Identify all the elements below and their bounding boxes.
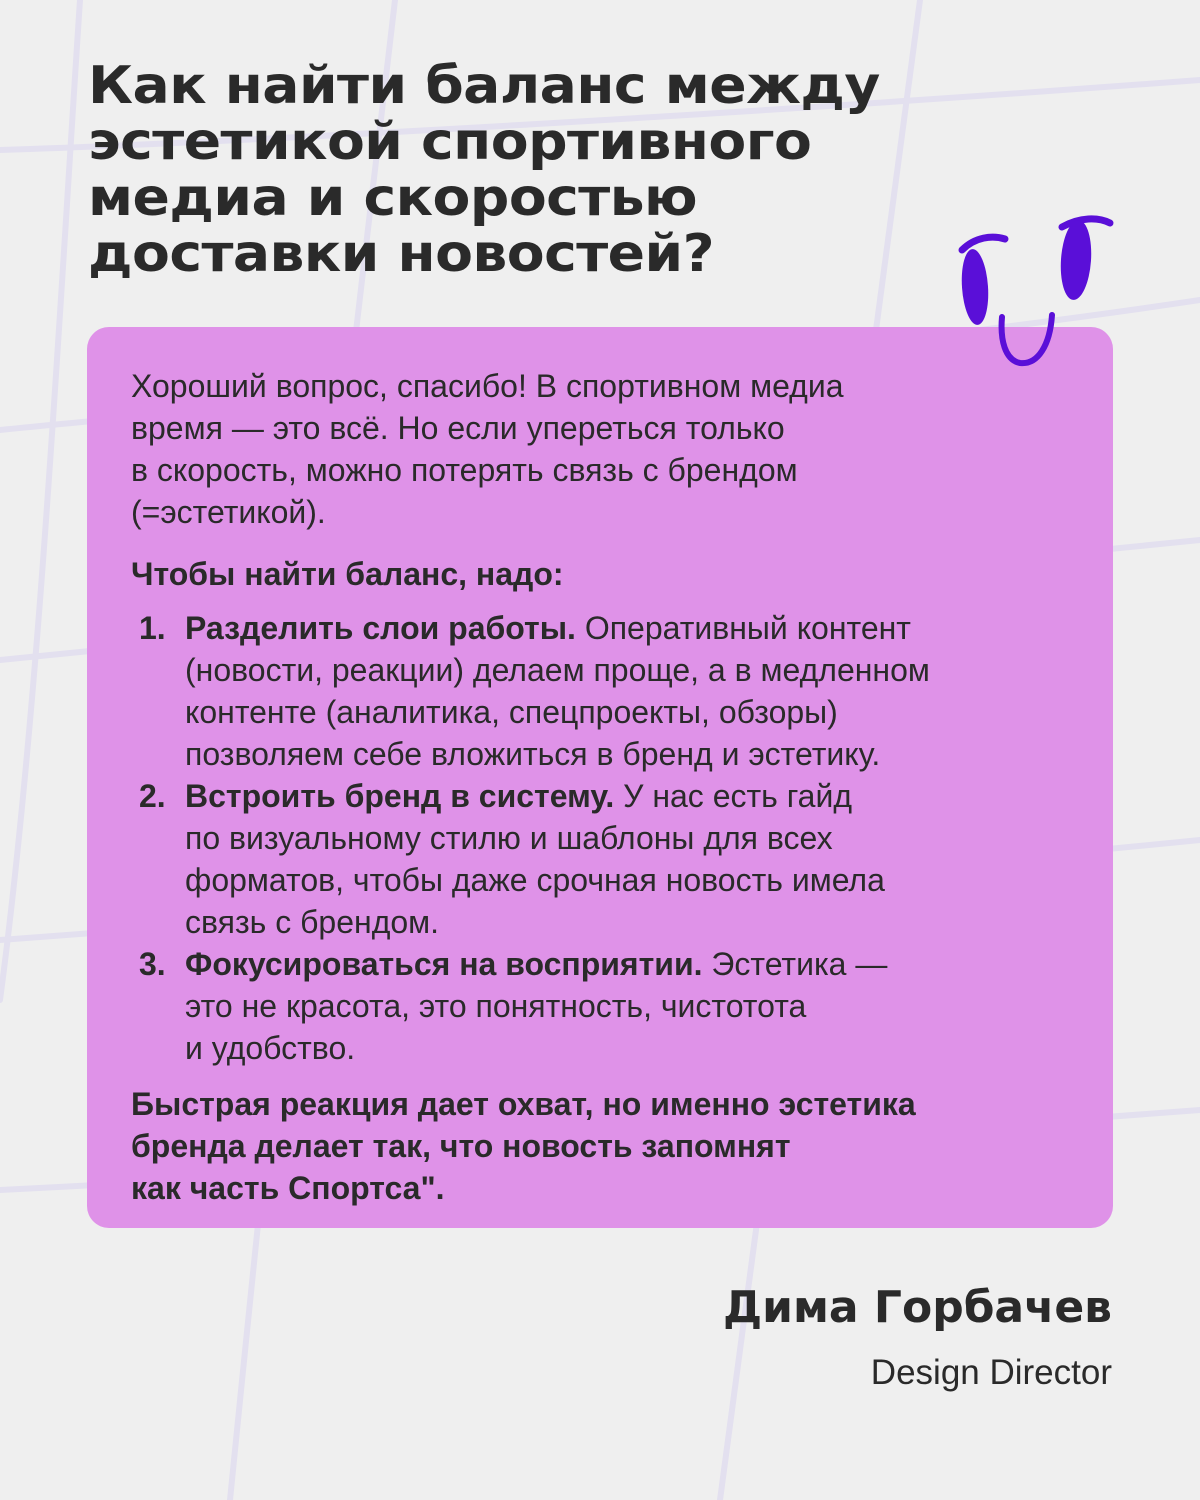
step-first-line	[185, 943, 1069, 985]
list-item	[131, 775, 1069, 943]
intro-line: время — это всё. Но если упереться только	[131, 410, 785, 446]
step-line: форматов, чтобы даже срочная новость имела	[185, 862, 885, 898]
title-line: эстетикой спортивного	[88, 112, 812, 172]
list-item	[131, 943, 1069, 1069]
list-item	[131, 607, 1069, 775]
intro-line: (=эстетикой).	[131, 494, 326, 530]
intro-paragraph	[131, 365, 1069, 533]
title-line: Как найти баланс между	[88, 56, 880, 116]
intro-line: Хороший вопрос, спасибо! В спортивном медиа	[131, 368, 844, 404]
title-line: медиа и скоростью	[88, 168, 698, 228]
step-title: Встроить бренд в систему.	[185, 778, 615, 814]
title-line: доставки новостей?	[88, 224, 715, 284]
author-role: Design Director	[870, 1353, 1112, 1392]
steps-list	[131, 607, 1069, 1069]
conclusion-paragraph	[131, 1083, 1069, 1209]
step-line: (новости, реакции) делаем проще, а в медленном	[185, 652, 930, 688]
step-line: и удобство.	[185, 1030, 356, 1066]
step-text: У нас есть гайд	[614, 778, 853, 814]
step-first-line	[185, 775, 1069, 817]
conclusion-line: Быстрая реакция дает охват, но именно эстетика	[131, 1086, 916, 1122]
author-name: Дима Горбачев	[722, 1282, 1112, 1333]
step-text: Оперативный контент	[575, 610, 911, 646]
smiley-doodle-icon	[950, 205, 1120, 385]
step-number: 2.	[139, 778, 166, 814]
step-line: по визуальному стилю и шаблоны для всех	[185, 820, 833, 856]
step-line: это не красота, это понятность, чистотота	[185, 988, 807, 1024]
step-line: контенте (аналитика, спецпроекты, обзоры)	[185, 694, 838, 730]
step-first-line	[185, 607, 1069, 649]
conclusion-line: бренда делает так, что новость запомнят	[131, 1128, 791, 1164]
step-line: позволяем себе вложиться в бренд и эстетику.	[185, 736, 881, 772]
step-text: Эстетика —	[702, 946, 888, 982]
step-title: Фокусироваться на восприятии.	[185, 946, 703, 982]
conclusion-line: как часть Спортса".	[131, 1170, 445, 1206]
step-title: Разделить слои работы.	[185, 610, 576, 646]
intro-line: в скорость, можно потерять связь с брендом	[131, 452, 798, 488]
step-number: 1.	[139, 610, 166, 646]
answer-card	[87, 327, 1113, 1228]
step-number: 3.	[139, 946, 166, 982]
steps-lead: Чтобы найти баланс, надо:	[131, 556, 564, 592]
step-line: связь с брендом.	[185, 904, 440, 940]
